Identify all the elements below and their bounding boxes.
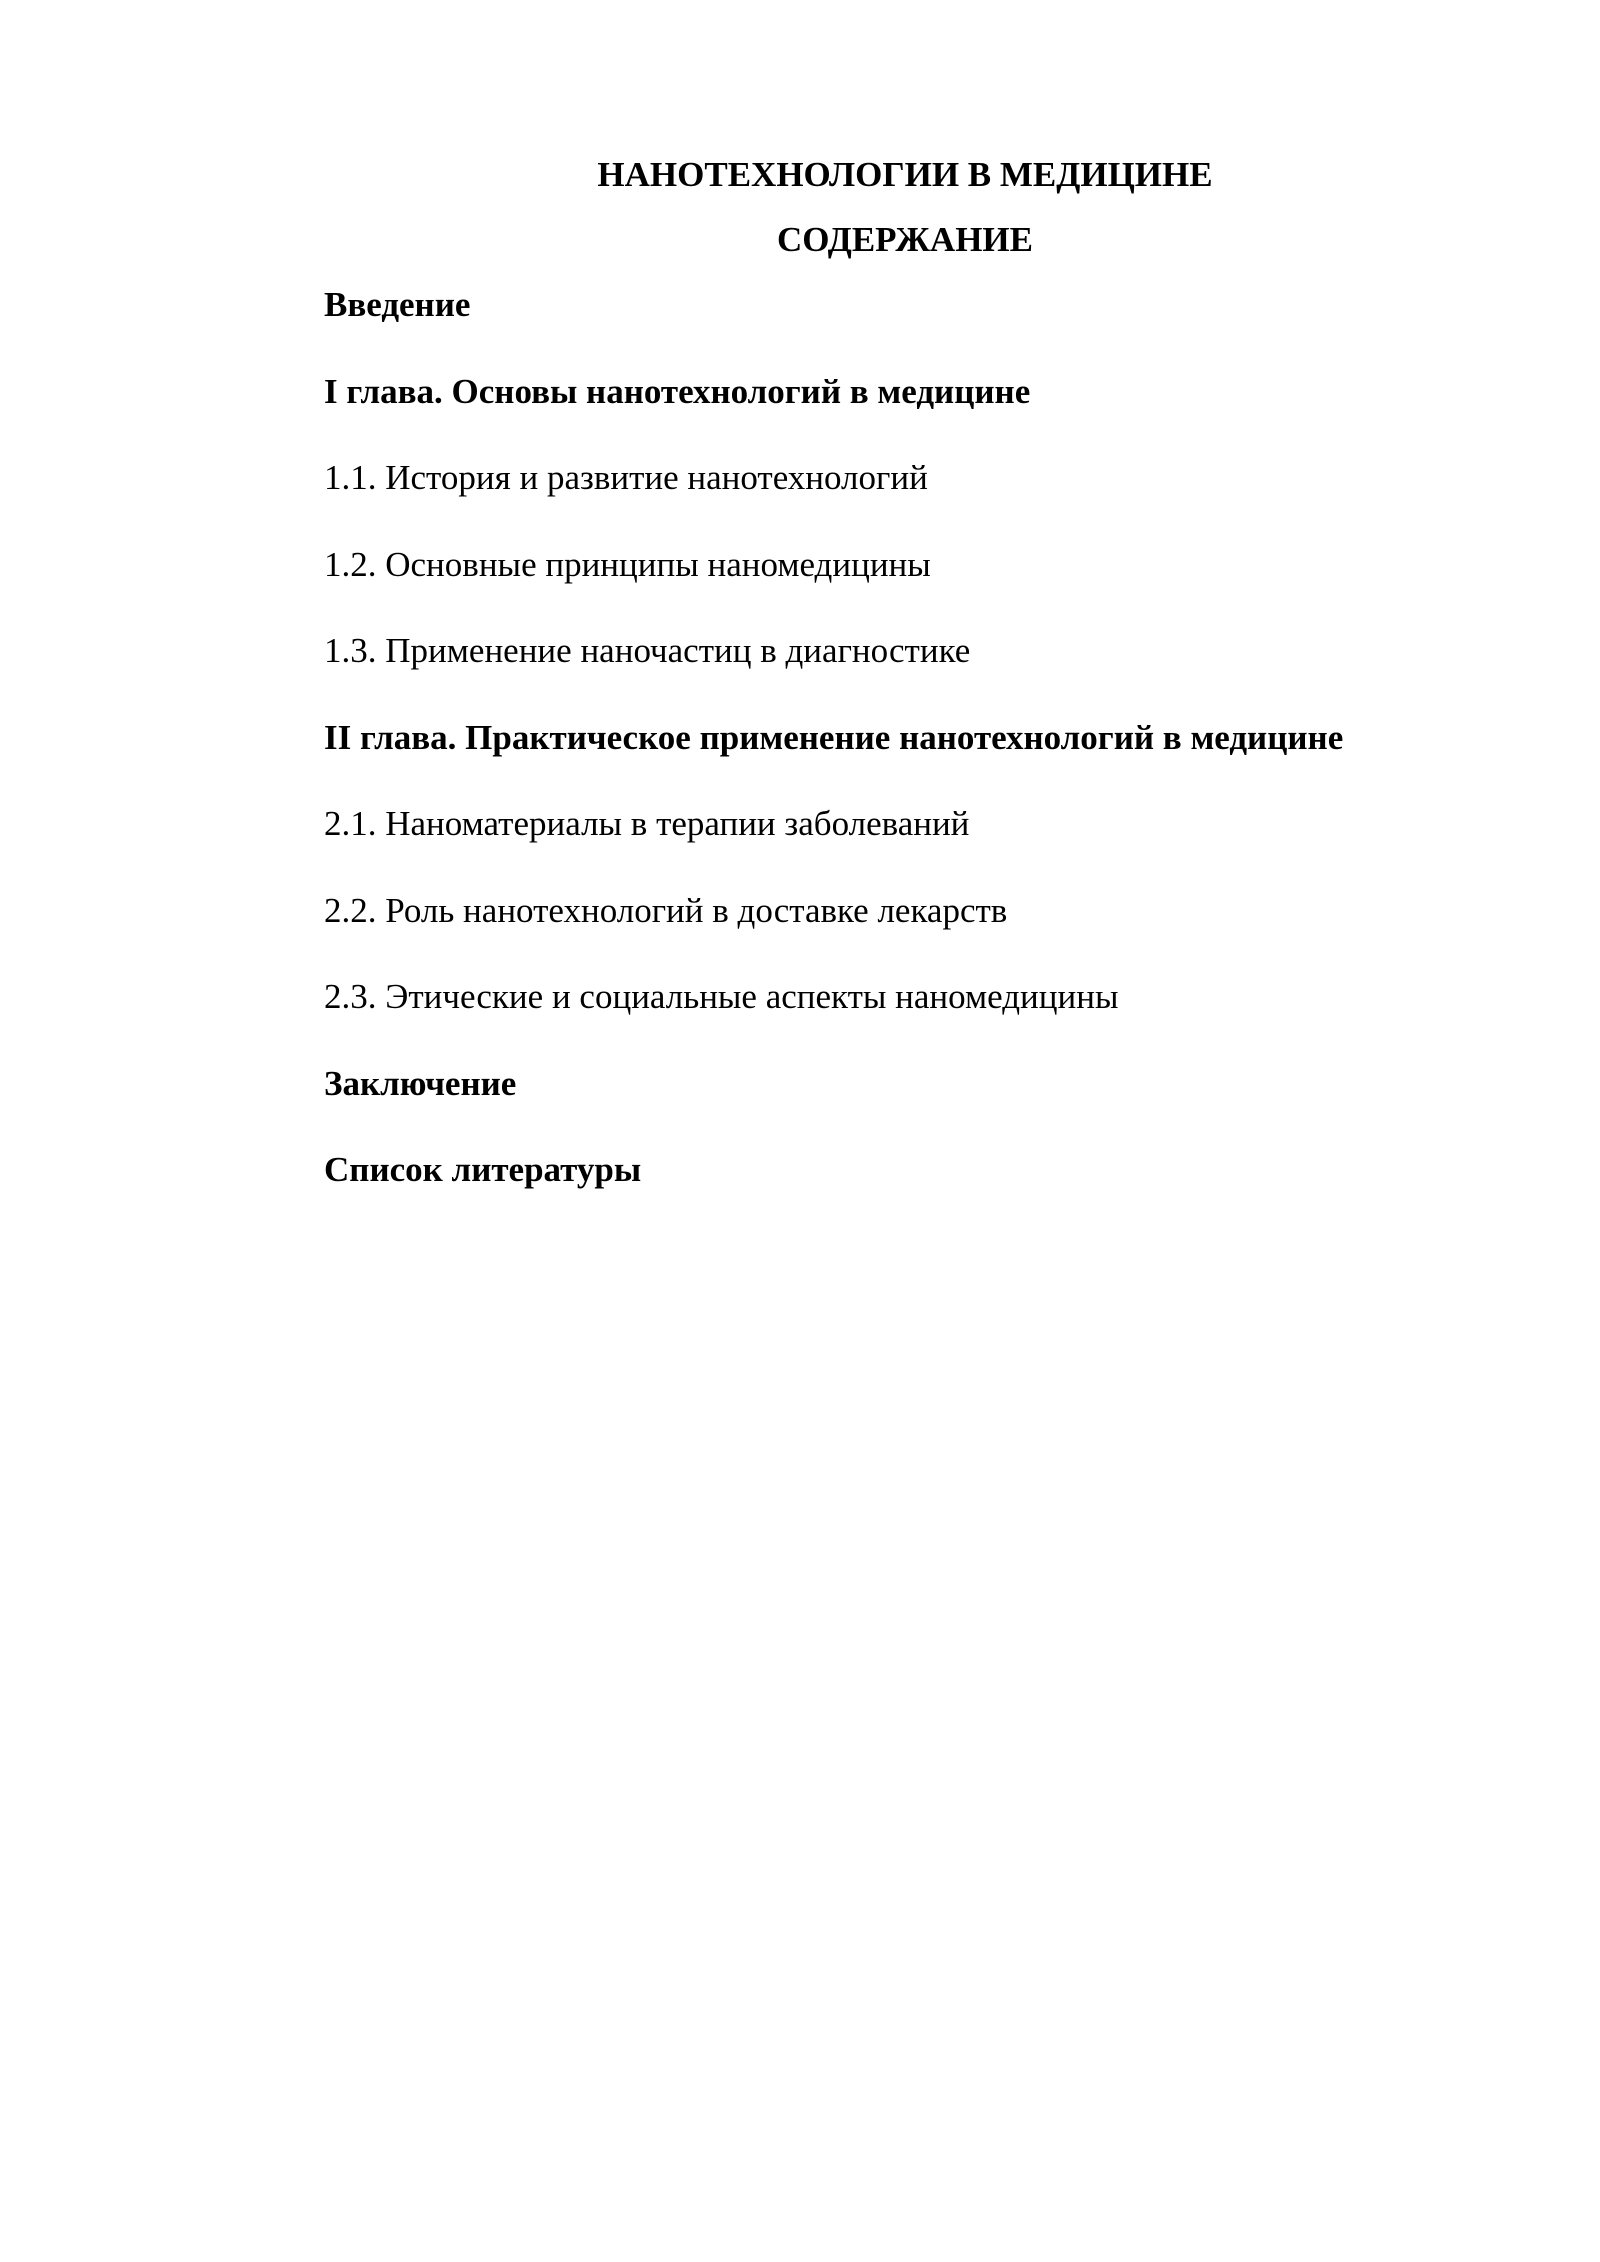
toc-entry-section-2-1: 2.1. Наноматериалы в терапии заболеваний	[324, 804, 970, 843]
toc-entry-conclusion: Заключение	[324, 1064, 517, 1103]
toc-entry-section-2-2: 2.2. Роль нанотехнологий в доставке лекарств	[324, 891, 1008, 930]
toc-entry-chapter-1: I глава. Основы нанотехнологий в медицине	[324, 372, 1031, 411]
toc-entry-section-1-2: 1.2. Основные принципы наномедицины	[324, 545, 931, 584]
toc-entry-chapter-2: II глава. Практическое применение нанотехнологий в медицине	[324, 718, 1344, 757]
toc-entry-section-2-3: 2.3. Этические и социальные аспекты наномедицины	[324, 977, 1119, 1016]
toc-entry-section-1-3: 1.3. Применение наночастиц в диагностике	[324, 631, 971, 670]
toc-heading: СОДЕРЖАНИЕ	[776, 220, 1033, 259]
toc-entry-section-1-1: 1.1. История и развитие нанотехнологий	[324, 458, 928, 497]
toc-entry-bibliography: Список литературы	[324, 1150, 642, 1189]
document-title: НАНОТЕХНОЛОГИИ В МЕДИЦИНЕ	[597, 155, 1213, 194]
toc-entry-introduction: Введение	[324, 285, 471, 324]
